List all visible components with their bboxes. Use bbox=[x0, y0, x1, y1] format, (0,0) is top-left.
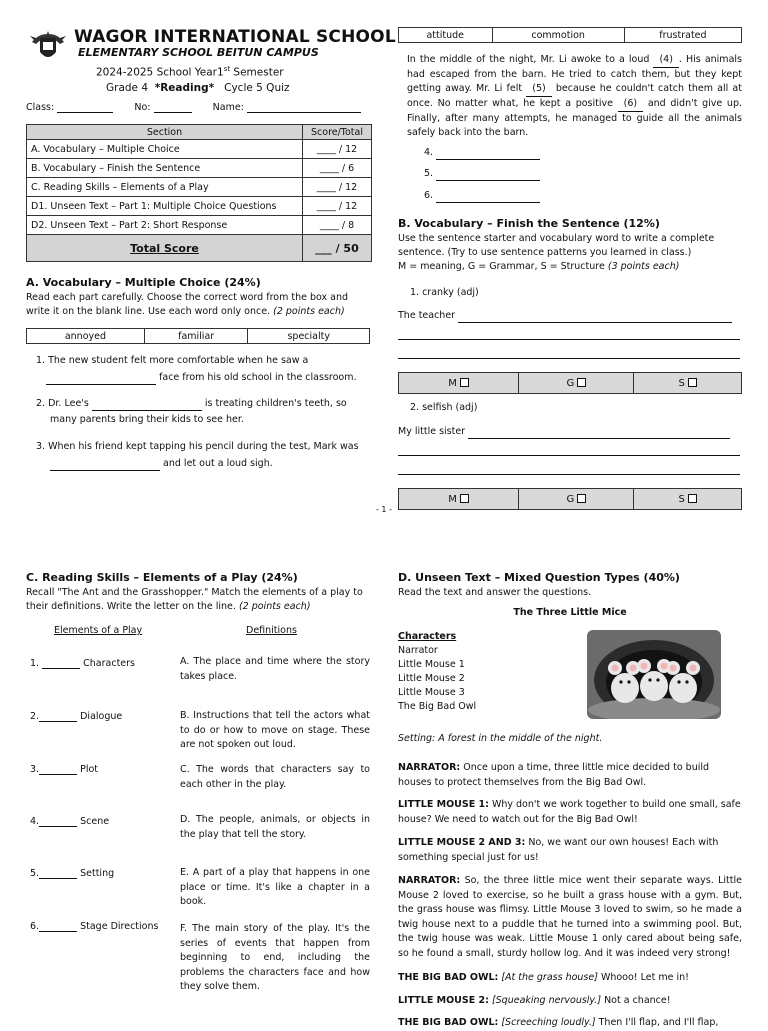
question-a1: 1. The new student felt more comfortable when he saw a face from his old school in the classroom. bbox=[36, 355, 357, 383]
cloze-passage: In the middle of the night, Mr. Li awoke to a loud (4) . His animals had escaped from the barn. He tried to catch them, but they kept getting away. Mr. Li felt (5) because he couldn't catch them all at once. No matter what, he kept a positive (6) and didn't give up. Finally, after many attempts, he managed to guide all the animals safely back into the barn. bbox=[407, 54, 742, 138]
check-meaning[interactable]: M bbox=[399, 373, 519, 394]
vocab-word-2: 2. selfish (adj) bbox=[410, 402, 478, 413]
element-item: 6. Stage Directions bbox=[30, 921, 159, 932]
definitions-column-header: Definitions bbox=[246, 625, 297, 636]
word-box-a2 bbox=[398, 27, 742, 43]
word-option: specialty bbox=[248, 329, 370, 344]
answer-line-6: 6. bbox=[424, 189, 540, 203]
check-structure[interactable]: S bbox=[634, 489, 742, 510]
play-line: NARRATOR: Once upon a time, three little mice decided to build houses to protect themselves from the Big Bad Owl. bbox=[398, 762, 710, 788]
definition-item: F. The main story of the play. It's the series of events that happen from beginning to end, including the problems the characters face and how they solve them. bbox=[180, 923, 370, 992]
answer-line-4: 4. bbox=[424, 146, 540, 160]
story-title: The Three Little Mice bbox=[513, 607, 627, 618]
section-d-instructions: Read the text and answer the questions. bbox=[398, 587, 592, 598]
character-item: Little Mouse 2 bbox=[398, 673, 465, 684]
element-item: 1. Characters bbox=[30, 658, 135, 669]
characters-list bbox=[398, 630, 476, 714]
section-b-heading: B. Vocabulary – Finish the Sentence (12%) bbox=[398, 217, 660, 230]
class-label: Class: bbox=[26, 102, 55, 113]
score-row: D1. Unseen Text – Part 1: Multiple Choice Questions ____ / 12 bbox=[27, 197, 372, 216]
check-grammar[interactable]: G bbox=[519, 489, 634, 510]
answer-blank-3[interactable] bbox=[50, 460, 160, 471]
campus-name: ELEMENTARY SCHOOL BEITUN CAMPUS bbox=[78, 46, 319, 59]
name-label: Name: bbox=[212, 102, 244, 113]
school-year: 2024-2025 School Year1st Semester bbox=[96, 65, 284, 79]
rubric-checkboxes-1 bbox=[398, 372, 742, 394]
class-blank[interactable] bbox=[57, 102, 113, 113]
word-option: familiar bbox=[144, 329, 248, 344]
check-structure[interactable]: S bbox=[634, 373, 742, 394]
sentence-starter-2: My little sister bbox=[398, 425, 730, 439]
score-table-header-score: Score/Total bbox=[303, 125, 372, 140]
word-option: commotion bbox=[492, 28, 624, 43]
blank-6[interactable]: (6) bbox=[618, 97, 643, 112]
character-item: Little Mouse 3 bbox=[398, 687, 465, 698]
grade-line: Grade 4 *Reading* Cycle 5 Quiz bbox=[106, 82, 290, 94]
no-blank[interactable] bbox=[154, 102, 192, 113]
section-a-instructions: Read each part carefully. Choose the correct word from the box and write it on the blank line. Use each word only once. (2 points each) bbox=[26, 292, 349, 317]
blank-5[interactable]: (5) bbox=[526, 82, 551, 97]
check-meaning[interactable]: M bbox=[399, 489, 519, 510]
no-label: No: bbox=[134, 102, 151, 113]
student-info-line bbox=[26, 102, 361, 113]
section-d-heading: D. Unseen Text – Mixed Question Types (40%) bbox=[398, 571, 680, 584]
writing-line[interactable] bbox=[398, 474, 740, 475]
character-item: Narrator bbox=[398, 645, 438, 656]
question-a2: 2. Dr. Lee's is treating children's teeth, so many parents bring their kids to see her. bbox=[36, 398, 347, 425]
rubric-checkboxes-2 bbox=[398, 488, 742, 510]
sentence-starter-1: The teacher bbox=[398, 309, 732, 323]
definition-item: E. A part of a play that happens in one place or time. It's like a chapter in a book. bbox=[180, 867, 370, 907]
definition-item: B. Instructions that tell the actors what to do or how to move on stage. These are not spoken out loud. bbox=[180, 710, 370, 750]
element-item: 3. Plot bbox=[30, 764, 99, 775]
word-box-a bbox=[26, 328, 370, 344]
definition-item: A. The place and time where the story takes place. bbox=[180, 656, 370, 682]
vocab-word-1: 1. cranky (adj) bbox=[410, 287, 479, 298]
writing-line[interactable] bbox=[398, 358, 740, 359]
three-mice-illustration bbox=[587, 630, 721, 719]
play-line: NARRATOR: So, the three little mice went their separate ways. Little Mouse 2 loved to exercise, so he built a grass house with a gym. But, the grass house was flimsy. Little Mouse 3 loved to swim, so he made a twig house next to a puddle that he turned into a swimming pool. But, the twig house was weak. Little Mouse 1 only cared about being safe, so he found a small, sturdy hollow log. And it was indeed very strong! bbox=[398, 875, 742, 959]
definition-item: C. The words that characters say to each other in the play. bbox=[180, 764, 370, 790]
play-line: LITTLE MOUSE 1: Why don't we work together to build one small, safe house? We need to watch out for the Big Bad Owl! bbox=[398, 799, 741, 825]
question-a3: 3. When his friend kept tapping his pencil during the test, Mark was and let out a loud sigh. bbox=[36, 441, 359, 469]
answer-line-5: 5. bbox=[424, 167, 540, 181]
play-line: LITTLE MOUSE 2 AND 3: No, we want our own houses! Each with something special just for us! bbox=[398, 837, 719, 863]
score-row: B. Vocabulary – Finish the Sentence ____ / 6 bbox=[27, 159, 372, 178]
setting-line: Setting: A forest in the middle of the night. bbox=[398, 733, 603, 744]
play-line: THE BIG BAD OWL: [Screeching loudly.] Then I'll flap, and I'll flap, bbox=[398, 1017, 719, 1028]
word-option: annoyed bbox=[27, 329, 145, 344]
element-item: 2. Dialogue bbox=[30, 711, 123, 722]
page-number: - 1 - bbox=[376, 505, 392, 514]
character-item: Little Mouse 1 bbox=[398, 659, 465, 670]
word-option: frustrated bbox=[624, 28, 741, 43]
section-c-heading: C. Reading Skills – Elements of a Play (24%) bbox=[26, 571, 298, 584]
section-c-instructions: Recall "The Ant and the Grasshopper." Match the elements of a play to their definitions. Write the letter on the line. (2 points each) bbox=[26, 587, 363, 612]
characters-label: Characters bbox=[398, 631, 457, 642]
play-line: LITTLE MOUSE 2: [Squeaking nervously.] Not a chance! bbox=[398, 995, 671, 1006]
section-b-instructions: Use the sentence starter and vocabulary word to write a complete sentence. (Try to use sentence patterns you learned in class.) M = meaning, G = Grammar, S = Structure (3 points each) bbox=[398, 233, 715, 272]
blank-4[interactable]: (4) bbox=[653, 53, 678, 68]
score-table-header-section: Section bbox=[27, 125, 303, 140]
writing-line[interactable] bbox=[398, 339, 740, 340]
score-table bbox=[26, 124, 372, 262]
score-row: C. Reading Skills – Elements of a Play ____ / 12 bbox=[27, 178, 372, 197]
school-crest-logo bbox=[30, 28, 66, 64]
name-blank[interactable] bbox=[247, 102, 361, 113]
definition-item: D. The people, animals, or objects in the play that tell the story. bbox=[180, 814, 370, 840]
character-item: The Big Bad Owl bbox=[398, 701, 477, 712]
writing-line[interactable] bbox=[398, 455, 740, 456]
play-line: THE BIG BAD OWL: [At the grass house] Whooo! Let me in! bbox=[398, 972, 689, 983]
word-option: attitude bbox=[399, 28, 493, 43]
section-a-heading: A. Vocabulary – Multiple Choice (24%) bbox=[26, 276, 261, 289]
total-score-row: Total Score ___ / 50 bbox=[27, 235, 372, 262]
score-row: D2. Unseen Text – Part 2: Short Response ____ / 8 bbox=[27, 216, 372, 235]
element-item: 4. Scene bbox=[30, 816, 110, 827]
school-name: WAGOR INTERNATIONAL SCHOOL bbox=[74, 27, 396, 47]
score-row: A. Vocabulary – Multiple Choice ____ / 12 bbox=[27, 140, 372, 159]
answer-blank-1[interactable] bbox=[46, 374, 156, 385]
check-grammar[interactable]: G bbox=[519, 373, 634, 394]
element-item: 5. Setting bbox=[30, 868, 115, 879]
elements-column-header: Elements of a Play bbox=[54, 625, 143, 636]
answer-blank-2[interactable] bbox=[92, 400, 202, 411]
